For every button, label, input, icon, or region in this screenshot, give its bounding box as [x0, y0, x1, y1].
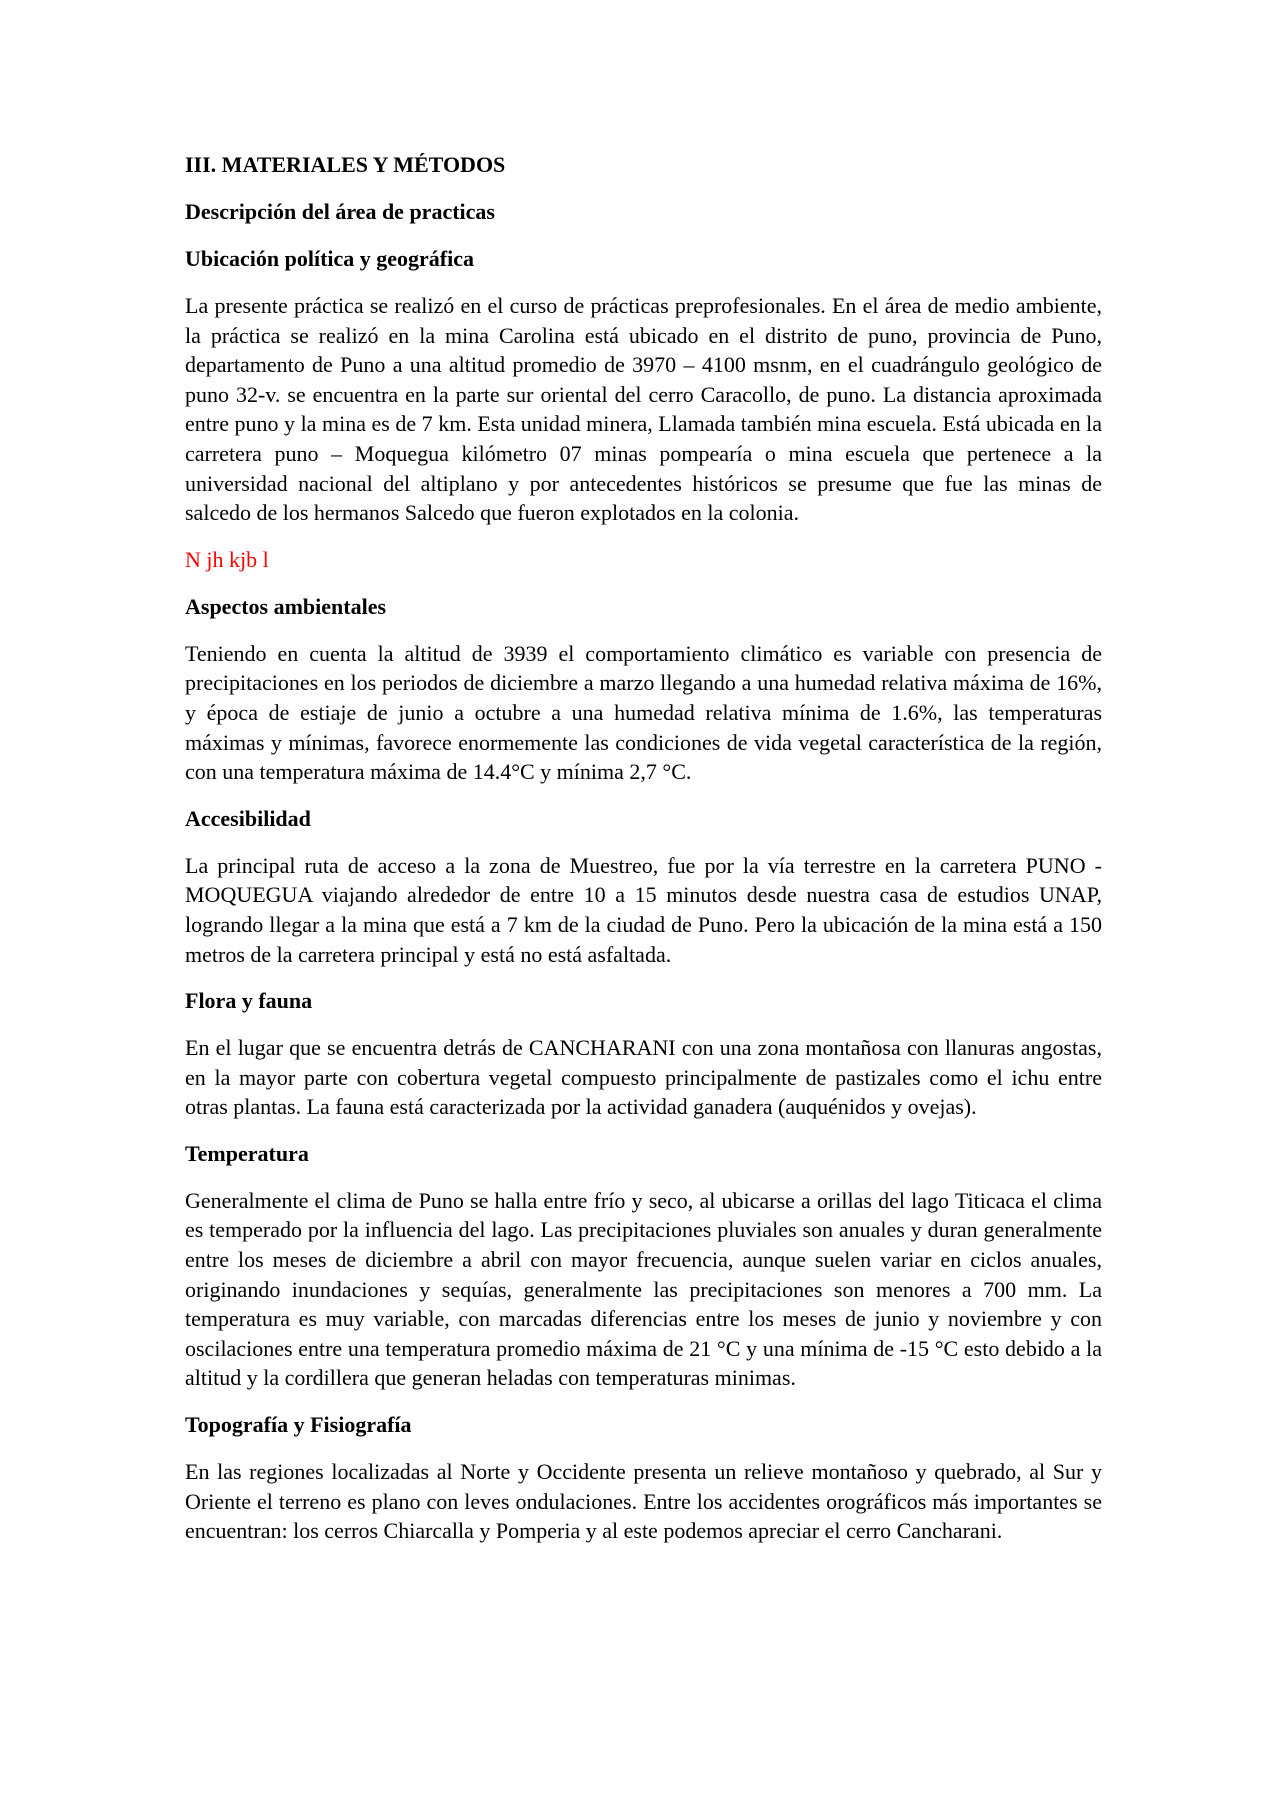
- heading-aspectos-ambientales: Aspectos ambientales: [185, 593, 387, 619]
- heading-flora-fauna: Flora y fauna: [185, 988, 313, 1014]
- paragraph-ubicacion: La presente práctica se realizó en el curso de prácticas preprofesionales. En el área de medio ambiente, la práctica se realizó en la mina Carolina está ubicado en el distrito de puno, provincia de Puno, departamento de Puno a una altitud promedio de 3970 – 4100 msnm, en el cuadrángulo geológico de puno 32-v. se encuentra en la parte sur oriental del cerro Caracollo, de puno. La distancia aproximada entre puno y la mina es de 7 km. Esta unidad minera, Llamada también mina escuela. Está ubicada en la carretera puno – Moquegua kilómetro 07 minas pompearía o mina escuela que pertenece a la universidad nacional del altiplano y por antecedentes históricos se presume que fue las minas de salcedo de los hermanos Salcedo que fueron explotados en la colonia.: [185, 293, 1102, 526]
- section-title: III. MATERIALES Y MÉTODOS: [185, 152, 506, 177]
- subtitle: Descripción del área de practicas: [185, 199, 495, 224]
- paragraph-accesibilidad: La principal ruta de acceso a la zona de Muestreo, fue por la vía terrestre en la carretera PUNO - MOQUEGUA viajando alrededor de entre 10 a 15 minutos desde nuestra casa de estudios UNAP, logrando llegar a la mina que está a 7 km de la ciudad de Puno. Pero la ubicación de la mina está a 150 metros de la carretera principal y está no está asfaltada.: [185, 852, 1102, 967]
- document-page: [185, 150, 1102, 1563]
- paragraph-aspectos-ambientales: Teniendo en cuenta la altitud de 3939 el comportamiento climático es variable con presencia de precipitaciones en los periodos de diciembre a marzo llegando a una humedad relativa máxima de 16%, y época de estiaje de junio a octubre a una humedad relativa mínima de 1.6%, las temperaturas máximas y mínimas, favorece enormemente las condiciones de vida vegetal característica de la región, con una temperatura máxima de 14.4°C y mínima 2,7 °C.: [185, 640, 1102, 785]
- heading-temperatura: Temperatura: [185, 1140, 309, 1166]
- paragraph-topografia: En las regiones localizadas al Norte y Occidente presenta un relieve montañoso y quebrado, al Sur y Oriente el terreno es plano con leves ondulaciones. Entre los accidentes orográficos más importantes se encuentran: los cerros Chiarcalla y Pomperia y al este podemos apreciar el cerro Cancharani.: [185, 1459, 1102, 1544]
- paragraph-temperatura: Generalmente el clima de Puno se halla entre frío y seco, al ubicarse a orillas del lago Titicaca el clima es temperado por la influencia del lago. Las precipitaciones pluviales son anuales y duran generalmente entre los meses de diciembre a abril con mayor frecuencia, aunque suelen variar en ciclos anuales, originando inundaciones y sequías, generalmente las precipitaciones son menores a 700 mm. La temperatura es muy variable, con marcadas diferencias entre los meses de junio y noviembre y con oscilaciones entre una temperatura promedio máxima de 21 °C y una mínima de -15 °C esto debido a la altitud y la cordillera que generan heladas con temperaturas minimas.: [185, 1187, 1102, 1391]
- heading-topografia: Topografía y Fisiografía: [185, 1412, 412, 1438]
- heading-accesibilidad: Accesibilidad: [185, 805, 311, 831]
- paragraph-flora-fauna: En el lugar que se encuentra detrás de CANCHARANI con una zona montañosa con llanuras angostas, en la mayor parte con cobertura vegetal compuesto principalmente de pastizales como el ichu entre otras plantas. La fauna está caracterizada por la actividad ganadera (auquénidos y ovejas).: [185, 1035, 1102, 1120]
- red-note: N jh kjb l: [185, 546, 269, 572]
- heading-ubicacion: Ubicación política y geográfica: [185, 246, 475, 271]
